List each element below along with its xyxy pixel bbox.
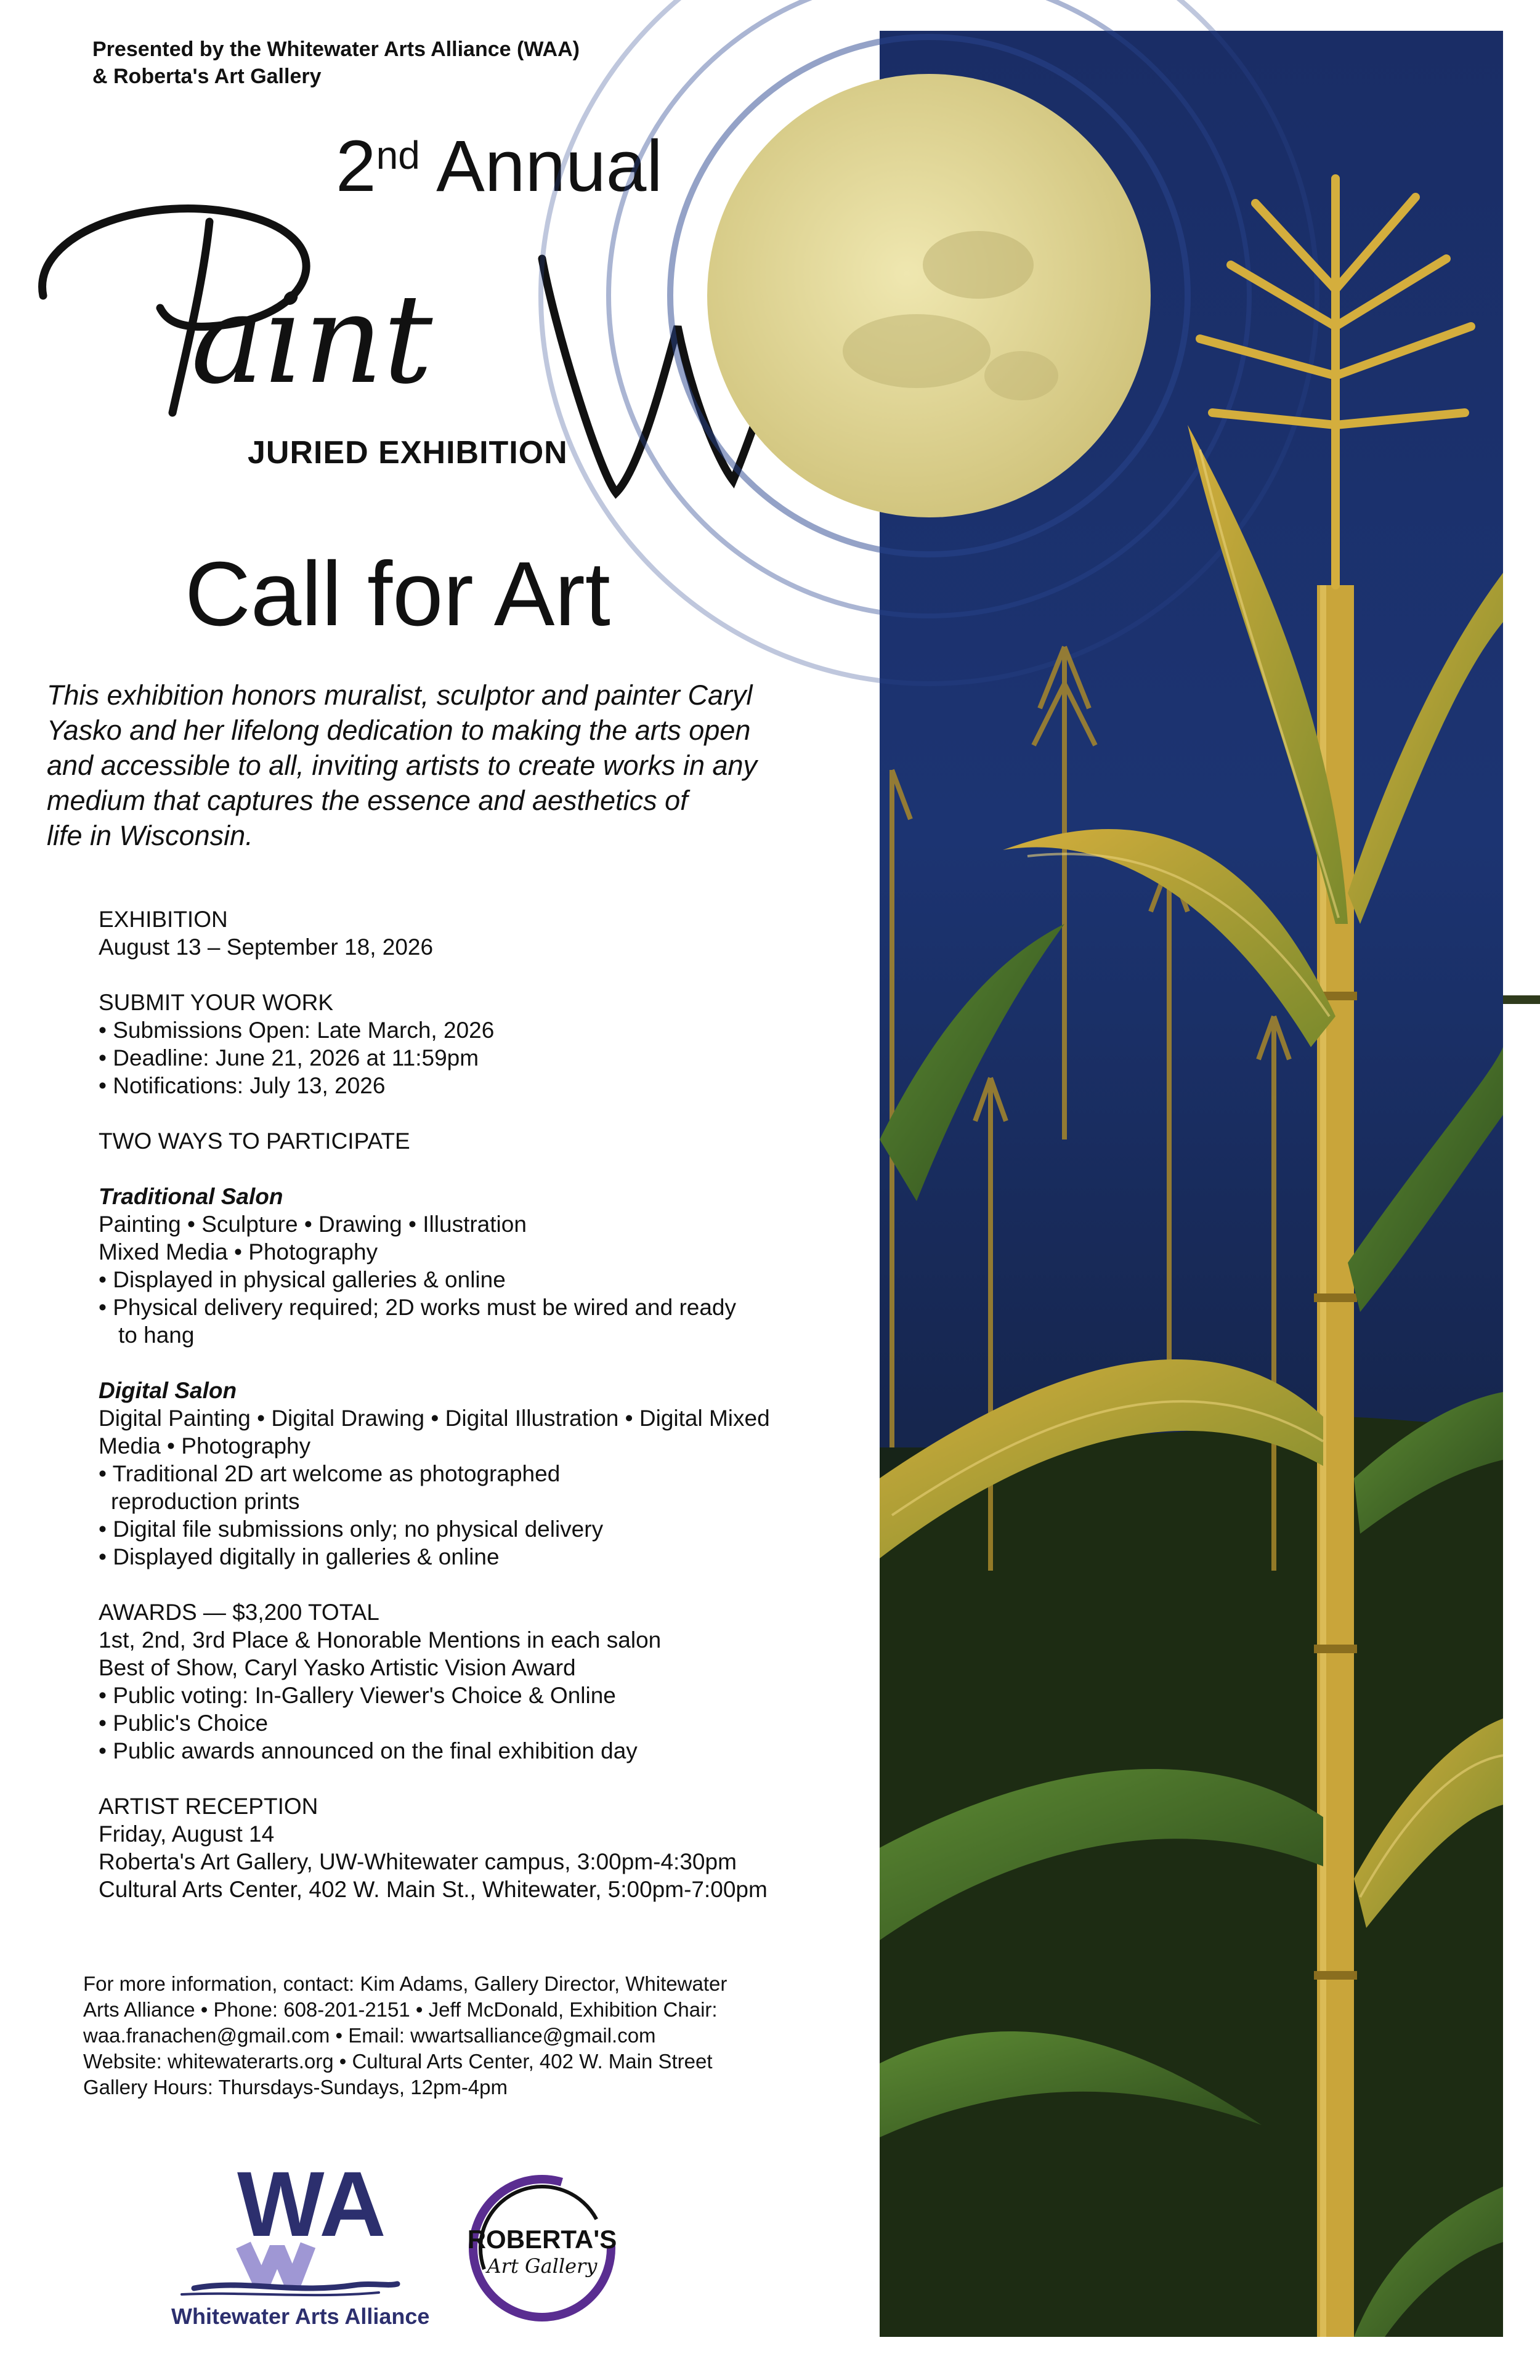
digital-salon-section bbox=[99, 1377, 899, 1571]
waa-logo-letters: WA bbox=[237, 2152, 386, 2256]
submit-section bbox=[99, 989, 899, 1099]
digital-bullet-cont: reproduction prints bbox=[111, 1489, 300, 1514]
digital-bullet: • Displayed digitally in galleries & online bbox=[99, 1544, 500, 1569]
traditional-salon-title: Traditional Salon bbox=[99, 1184, 283, 1209]
presenter-credit bbox=[92, 36, 580, 90]
digital-media: Digital Painting • Digital Drawing • Digital Illustration • Digital Mixed bbox=[99, 1406, 770, 1431]
exhibition-heading: EXHIBITION bbox=[99, 907, 228, 932]
annual-word: Annual bbox=[436, 126, 663, 207]
exhibition-section bbox=[99, 905, 899, 961]
submit-item: • Submissions Open: Late March, 2026 bbox=[99, 1018, 495, 1043]
waa-logo-name: Whitewater Arts Alliance bbox=[171, 2304, 430, 2329]
corn-moon-painting bbox=[880, 31, 1503, 2337]
traditional-media: Mixed Media • Photography bbox=[99, 1239, 378, 1265]
awards-item: Best of Show, Caryl Yasko Artistic Vision Award bbox=[99, 1655, 576, 1680]
contact-line: Gallery Hours: Thursdays-Sundays, 12pm-4pm bbox=[83, 2076, 508, 2099]
intro-line: This exhibition honors muralist, sculptor and painter Caryl bbox=[47, 679, 753, 711]
artwork-edge-tab bbox=[1503, 995, 1540, 1004]
presenter-line-1: Presented by the Whitewater Arts Alliance (WAA) bbox=[92, 38, 580, 61]
intro-line: Yasko and her lifelong dedication to making the arts open bbox=[47, 714, 751, 746]
traditional-salon-section bbox=[99, 1183, 899, 1349]
digital-bullet: • Traditional 2D art welcome as photographed bbox=[99, 1461, 561, 1486]
contact-line: Arts Alliance • Phone: 608-201-2151 • Jeff McDonald, Exhibition Chair: bbox=[83, 1998, 718, 2021]
reception-item: Friday, August 14 bbox=[99, 1821, 275, 1847]
intro-line: life in Wisconsin. bbox=[47, 820, 253, 851]
digital-bullet: • Digital file submissions only; no physical delivery bbox=[99, 1516, 604, 1542]
intro-paragraph bbox=[47, 678, 848, 853]
submit-heading: SUBMIT YOUR WORK bbox=[99, 990, 334, 1015]
traditional-media: Painting • Sculpture • Drawing • Illustration bbox=[99, 1212, 527, 1237]
juried-exhibition-label: JURIED EXHIBITION bbox=[248, 435, 568, 471]
reception-heading: ARTIST RECEPTION bbox=[99, 1794, 318, 1819]
intro-line: medium that captures the essence and aesthetics of bbox=[47, 785, 688, 816]
awards-heading: AWARDS — $3,200 TOTAL bbox=[99, 1600, 379, 1625]
digital-salon-title: Digital Salon bbox=[99, 1378, 237, 1403]
intro-line: and accessible to all, inviting artists to create works in any bbox=[47, 750, 758, 781]
reception-item: Roberta's Art Gallery, UW-Whitewater campus, 3:00pm-4:30pm bbox=[99, 1849, 737, 1874]
waa-logo-reflection bbox=[243, 2245, 308, 2285]
presenter-line-2: & Roberta's Art Gallery bbox=[92, 65, 322, 88]
details-block bbox=[99, 905, 899, 1931]
reception-section bbox=[99, 1792, 899, 1903]
submit-item: • Notifications: July 13, 2026 bbox=[99, 1073, 386, 1098]
digital-media: Media • Photography bbox=[99, 1433, 311, 1459]
call-for-art-heading: Call for Art bbox=[185, 543, 610, 645]
awards-section bbox=[99, 1598, 899, 1765]
reception-item: Cultural Arts Center, 402 W. Main St., Whitewater, 5:00pm-7:00pm bbox=[99, 1877, 768, 1902]
awards-item: • Public awards announced on the final exhibition day bbox=[99, 1738, 638, 1763]
contact-info bbox=[83, 1971, 884, 2100]
contact-line: Website: whitewaterarts.org • Cultural Arts Center, 402 W. Main Street bbox=[83, 2050, 713, 2073]
awards-item: • Public's Choice bbox=[99, 1710, 269, 1736]
participate-section bbox=[99, 1127, 899, 1155]
awards-item: • Public voting: In-Gallery Viewer's Choice & Online bbox=[99, 1683, 616, 1708]
awards-item: 1st, 2nd, 3rd Place & Honorable Mentions in each salon bbox=[99, 1627, 662, 1653]
participate-heading: TWO WAYS TO PARTICIPATE bbox=[99, 1128, 410, 1154]
annual-ordinal: nd bbox=[376, 133, 420, 177]
robertas-art-gallery-logo bbox=[462, 2168, 622, 2328]
traditional-bullet: • Physical delivery required; 2D works must be wired and ready bbox=[99, 1295, 737, 1320]
robertas-logo-subtitle: Art Gallery bbox=[487, 2254, 598, 2278]
exhibition-dates: August 13 – September 18, 2026 bbox=[99, 934, 434, 960]
contact-line: For more information, contact: Kim Adams, Gallery Director, Whitewater bbox=[83, 1972, 727, 1995]
traditional-bullet: • Displayed in physical galleries & online bbox=[99, 1267, 506, 1292]
annual-number: 2 bbox=[336, 126, 376, 207]
robertas-logo-name: ROBERTA'S bbox=[467, 2225, 617, 2254]
traditional-bullet-cont: to hang bbox=[118, 1322, 195, 1348]
submit-item: • Deadline: June 21, 2026 at 11:59pm bbox=[99, 1045, 479, 1071]
contact-line: waa.franachen@gmail.com • Email: wwartsalliance@gmail.com bbox=[83, 2024, 656, 2047]
full-moon bbox=[707, 74, 1151, 517]
script-title-paint: aint bbox=[191, 268, 433, 411]
